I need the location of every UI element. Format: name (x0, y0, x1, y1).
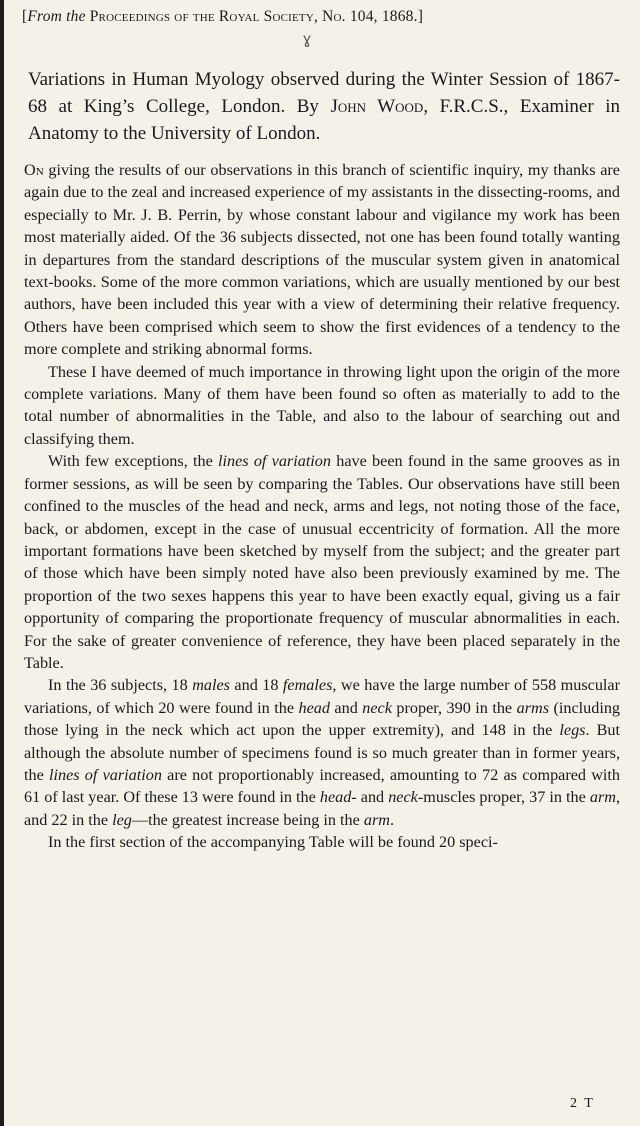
paragraph-4 (24, 674, 620, 831)
header-from: From the (27, 8, 86, 25)
paragraph-4-part: (including those lying in the neck which act upon the upper extremity), and 148 in the (24, 698, 621, 740)
emphasis-head: head- (319, 788, 357, 807)
paper-title (22, 66, 620, 147)
emphasis-neck: neck (362, 698, 392, 717)
emphasis-lines-of-variation: lines of variation (49, 765, 162, 784)
header-bracket-close: ] (417, 8, 424, 25)
paragraph-4-part: , we have the large number of 558 muscular variations, of which 20 were found in the (24, 676, 620, 717)
emphasis-legs: legs (559, 721, 586, 740)
paragraph-4-part: . (389, 810, 394, 829)
paragraph-5: In the first section of the accompanying Table will be found 20 speci- (48, 833, 498, 852)
page-binding-edge (0, 0, 4, 1126)
paragraph-4-part: —the greatest increase being in the (131, 810, 364, 829)
header-journal: Proceedings of the Royal Society, No. 104, 1868. (89, 8, 418, 25)
emphasis-leg: leg (112, 810, 132, 829)
paragraph-4-part: and (356, 788, 389, 807)
emphasis-lines-of-variation: lines of variation (218, 452, 331, 471)
paragraph-3-part: With few exceptions, the (48, 452, 218, 471)
paragraph-4-part: In the 36 subjects, 18 (48, 676, 193, 695)
paragraph-3-part: have been found in the same grooves as in former sessions, as will be seen by comparing the Tables. Our observations have still been confined to the muscles of the head and neck, arms and legs, not noting those of the face, back, or abdomen, except in the case of unusual eccentricity of formation. All the more important formations have been sketched by myself from the subject; and the greater part of those which have been simply noted have also been previously examined by me. The proportion of the two sexes happens this year to have been exactly equal, giving us a fair opportunity of comparing the proportionate frequency of muscular abnormalities in each. For the sake of greater convenience of reference, they have been placed separately in the Table. (24, 452, 620, 672)
paragraph-4-part: and 18 (229, 676, 283, 695)
running-header (22, 8, 620, 26)
signature-mark: 2 T (570, 1096, 595, 1111)
paragraph-1-lead: On (24, 161, 44, 179)
title-text-after-author: , F.R.C.S., Examiner in Anatomy to the University of London. (28, 96, 620, 144)
paragraph-4-part: and (329, 698, 363, 717)
emphasis-head: head (298, 698, 330, 717)
title-text-before-author: Variations in Human Myology observed during the Winter Session of 1867-68 at King’s College, London. By (28, 69, 620, 117)
paragraph-4-part: proper, 390 in the (391, 698, 517, 717)
emphasis-neck: neck (388, 788, 418, 807)
emphasis-arms: arms (516, 698, 549, 717)
header-bracket-open: [ (22, 8, 28, 25)
body-text (22, 159, 620, 854)
paragraph-1 (24, 159, 620, 361)
emphasis-arm: arm (363, 810, 390, 829)
paragraph-4-part: , and 22 in the (24, 788, 620, 829)
paragraph-4-part: -muscles proper, 37 in the (417, 788, 590, 807)
paragraph-4-part: are not proportionably increased, amounting to 72 as compared with 61 of last year. Of these 13 were found in the (24, 765, 621, 807)
pencil-annotation: ɣ (302, 30, 312, 48)
emphasis-males: males (192, 676, 230, 695)
paragraph-4-part: . But although the absolute number of specimens found is so much greater than in former years, the (24, 721, 620, 784)
paragraph-3 (24, 450, 620, 674)
emphasis-females: females (282, 676, 333, 695)
title-author: John Wood (330, 96, 424, 117)
document-page (22, 8, 620, 854)
emphasis-arm: arm (589, 788, 616, 807)
paragraph-2: These I have deemed of much importance in throwing light upon the origin of the more complete variations. Many of them have been found so often as materially to add to the total number of abnormalities in the Table, and also to the labour of searching out and classifying them. (24, 362, 620, 448)
paragraph-1-text: giving the results of our observations in this branch of scientific inquiry, my thanks are again due to the zeal and increased experience of my assistants in the dissecting-rooms, and especially to Mr. J. B. Perrin, by whose constant labour and vigilance my work has been most materially aided. Of the 36 subjects dissected, not one has been found totally wanting in departures from the standard descriptions of the muscular system given in anatomical text-books. Some of the more common variations, which are usually mentioned by our best authors, have been included this year with a view of determining their relative frequency. Others have been comprised which seem to show the first evidences of a tendency to the more complete and striking abnormal forms. (24, 161, 620, 359)
